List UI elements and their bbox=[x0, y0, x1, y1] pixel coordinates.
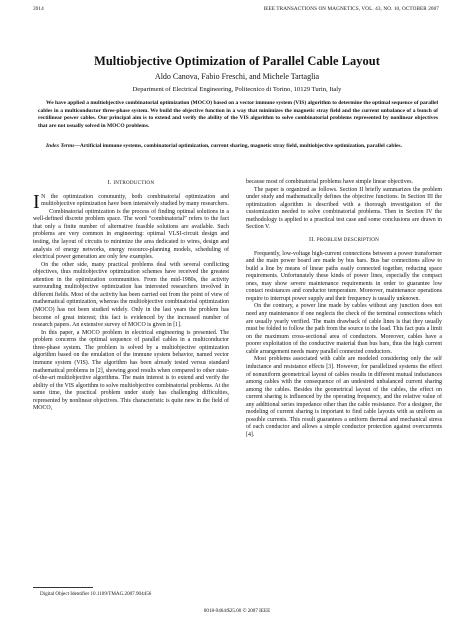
running-header bbox=[33, 6, 439, 14]
affiliation: Department of Electrical Engineering, Politecnico di Torino, 10129 Turin, Italy bbox=[132, 86, 342, 93]
author-list: Aldo Canova, Fabio Freschi, and Michele Tartaglia bbox=[154, 72, 320, 81]
section-heading-introduction: I. INTRODUCTION bbox=[107, 180, 155, 186]
paragraph: The paper is organized as follows. Section II briefly summarizes the problem under study and mathematically defines the objective functions. In Section III the optimization algorithm is described with a thorough investigation of the customization needed to solve combinatorial problems. Then in Section IV the methodology is applied to a practical test case and some conclusions are drawn in Section V. bbox=[246, 186, 442, 231]
paragraph: In this paper, a MOCO problem in electrical engineering is presented. The problem concerns the optimal sequence of parallel cables in a multiconductor three-phase system. The problem is solved by a multiobjective optimization algorithm based on the emulation of the immune system behavior, named vector immune system (VIS). The algorithm has been already tested versus standard mathematical problems in [2], showing good results when compared to other state-of-the-art multiobjective algorithms. The main interest is to extend and verify the ability of the VIS algorithm to solve multiobjective combinatorial problems. At the same time, the practical problem under study has challenging difficulties, represented by nonlinear objectives. This characteristic is quite new in the field of MOCO, bbox=[33, 329, 229, 412]
left-column bbox=[33, 176, 229, 413]
section-title: INTRODUCTION bbox=[113, 180, 155, 186]
index-terms-label: Index Terms bbox=[46, 143, 75, 149]
paragraph: Combinatorial optimization is the process of finding optimal solutions in a well-defined discrete problem space. The word “combinatorial” refers to the fact that only a finite number of alternative feasible solutions are available. Such problems are very common in engineering: optimal VLSI-circuit design and testing, the layout of circuits to minimize the area dedicated to wires, design and analysis of energy networks, energy resource-planning models, scheduling of electrical power generation are only few examples. bbox=[33, 208, 229, 261]
abstract: We have applied a multiobjective combinatorial optimization (MOCO) based on a vector immune system (VIS) algorithm to determine the optimal sequence of parallel cables in a multiconductor three-phase system. We build the objective function in a way that minimizes the magnetic stray field and the current unbalance of a bunch of rectilinear power cables. Our principal aim is to extend and verify the ability of the VIS algorithm to solve combinatorial problems represented by nonlinear objectives that are not usually solved in MOCO problems. bbox=[38, 100, 438, 130]
footnote-rule bbox=[33, 587, 93, 588]
index-terms bbox=[38, 143, 438, 151]
paragraph: I N the optimization community, both combinatorial optimization and multiobjective optimization have been intensively studied by many researchers. bbox=[33, 190, 229, 213]
paragraph: On the contrary, a power line made by cables without any junction does not need any maintenance if one neglects the check of the terminal connections which are usually yearly verified. The main drawback of cable lines is that they usually must be folded to follow the path from the source to the load. This fact puts a limit on the maximum cross-sectional area of conductors. Moreover, cables have a poorer exploitation of the conductive material than bus bars, thus the high current cable arrangement needs many parallel connected conductors. bbox=[246, 303, 442, 355]
index-terms-text: —Artificial immune systems, combinatorial optimization, current sharing, magnetic stray field, multiobjective optimization, parallel cables. bbox=[74, 143, 402, 149]
right-column bbox=[246, 179, 442, 440]
section-heading-problem-description: II. PROBLEM DESCRIPTION bbox=[309, 236, 379, 243]
drop-cap: I bbox=[33, 190, 40, 213]
paragraph: Frequently, low-voltage high-current connections between a power transformer and the main power board are made by bus bars. Bus bar connections allow to build a line by means of linear paths easily connected together, reducing space requirements. Unfortunately these kinds of power lines, especially the compact ones, may show severe maintenance requirements in order to guarantee low contact resistances and conductor temperature. Moreover, maintenance operations require to interrupt power supply and their frequency is usually unknown. bbox=[246, 250, 442, 302]
page-number: 3914 bbox=[33, 6, 44, 12]
paragraph: Most problems associated with cable are modeled considering only the self inductance and resistance effects [3]. However, for parallelized systems the effect of nonuniform geometrical layout of cables results in different mutual inductances among cables with the consequence of an undesired unbalanced current sharing among the cables. Besides the geometrical layout of the cables, the effect on current sharing is influenced by the operating frequency, and the relative value of any additional series impedance other than the cable resistance. For a designer, the modeling of current sharing is important to find cable layouts with as uniform as possible currents. This result guarantees a uniform thermal and mechanical stress of each conductor and allows a simple conductor protection against overcurrents [4]. bbox=[246, 356, 442, 438]
copyright-line: 0018-9464/$25.00 © 2007 IEEE bbox=[203, 608, 271, 614]
paragraph: because most of combinatorial problems have simple linear objectives. bbox=[246, 179, 414, 185]
section-title: PROBLEM DESCRIPTION bbox=[316, 236, 379, 243]
doi-footnote: Digital Object Identifier 10.1109/TMAG.2007.904456 bbox=[40, 591, 152, 597]
paper-title: Multiobjective Optimization of Parallel Cable Layout bbox=[94, 54, 380, 68]
paragraph: On the other side, many practical problems deal with several conflicting objectives, thus multiobjective optimization schemes have received the greatest attention in the optimization communities. From the mid-1980s, the activity surrounding multiobjective optimization has interested researchers involved in different fields. Most of the activity has been carried out from the point of view of mathematical optimization, whereas the multiobjective combinatorial optimization (MOCO) has not been studied widely. Only in the last years the problem has become of great interest; this fact is evidenced by the increased number of research papers. An extensive survey of MOCO is given in [1]. bbox=[33, 261, 229, 329]
journal-name: IEEE TRANSACTIONS ON MAGNETICS, VOL. 43, NO. 10, OCTOBER 2007 bbox=[263, 6, 439, 12]
